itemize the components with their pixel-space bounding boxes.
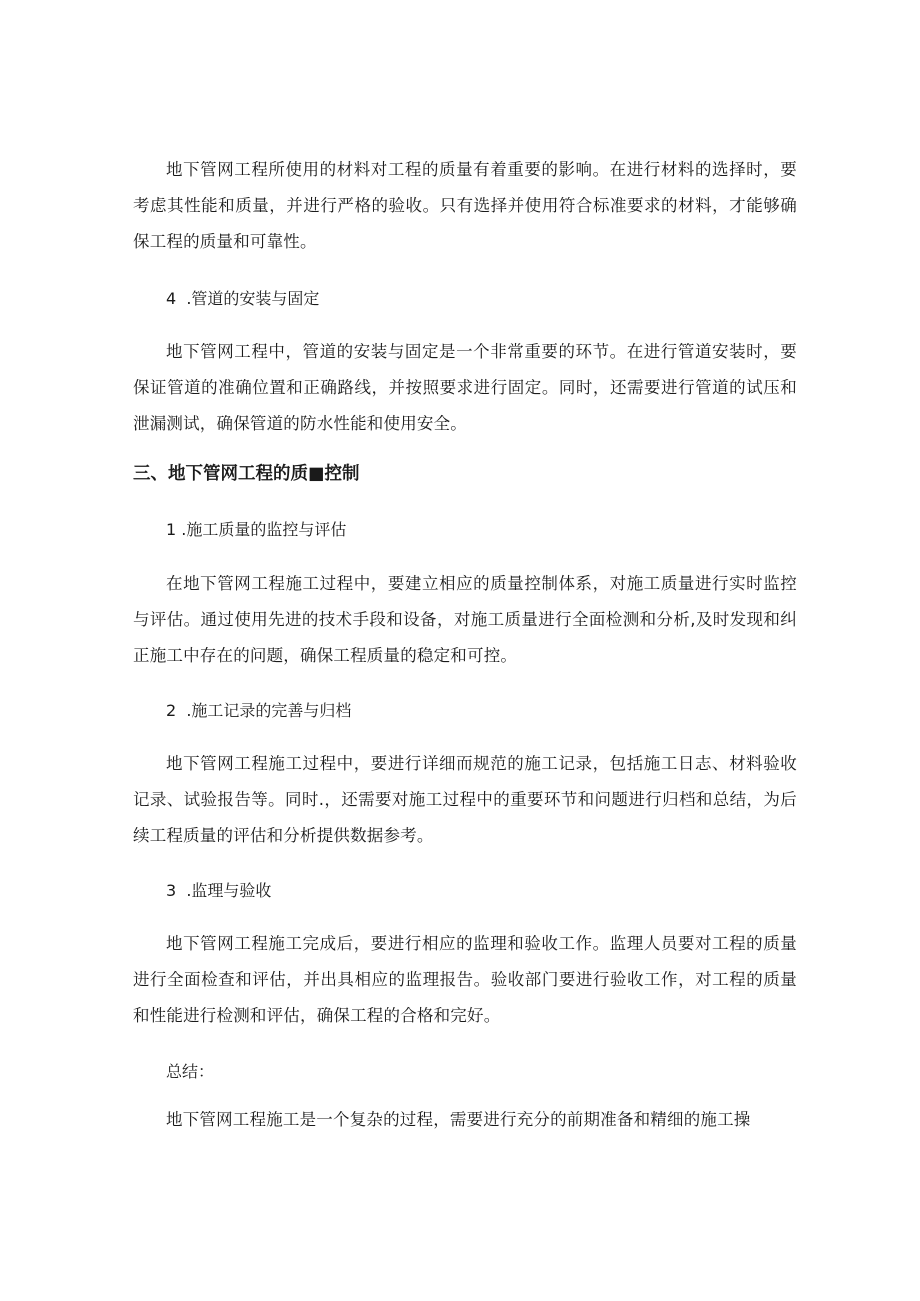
subheading-construction-records: 2 .施工记录的完善与归档 (166, 701, 352, 720)
subheading-pipe-installation: 4 .管道的安装与固定 (166, 289, 320, 308)
paragraph-materials: 地下管网工程所使用的材料对工程的质量有着重要的影响。在进行材料的选择时，要考虑其性能和质量，并进行严格的验收。只有选择并使用符合标准要求的材料，才能够确保工程的质量和可靠性。 (133, 160, 797, 251)
summary-label: 总结： (166, 1062, 215, 1081)
paragraph-construction-records: 地下管网工程施工过程中，要进行详细而规范的施工记录，包括施工日志、材料验收记录、试验报告等。同时.，还需要对施工过程中的重要环节和问题进行归档和总结，为后续工程质量的评估和分析提供数据参考。 (133, 754, 797, 845)
subheading-supervision-acceptance: 3 .监理与验收 (166, 881, 272, 900)
paragraph-pipe-installation: 地下管网工程中，管道的安装与固定是一个非常重要的环节。在进行管道安装时，要保证管道的准确位置和正确路线，并按照要求进行固定。同时，还需要进行管道的试压和泄漏测试，确保管道的防水性能和使用安全。 (133, 342, 797, 433)
paragraph-supervision-acceptance: 地下管网工程施工完成后，要进行相应的监理和验收工作。监理人员要对工程的质量进行全面检查和评估，并出具相应的监理报告。验收部门要进行验收工作，对工程的质量和性能进行检测和评估，确保工程的合格和完好。 (133, 934, 797, 1025)
paragraph-summary: 地下管网工程施工是一个复杂的过程，需要进行充分的前期准备和精细的施工操 (166, 1110, 751, 1129)
subheading-quality-monitoring: 1 .施工质量的监控与评估 (166, 520, 347, 539)
section-heading-quality-control: 三、地下管网工程的质■控制 (133, 464, 360, 484)
paragraph-quality-monitoring: 在地下管网工程施工过程中，要建立相应的质量控制体系，对施工质量进行实时监控与评估。通过使用先进的技术手段和设备，对施工质量进行全面检测和分析,及时发现和纠正施工中存在的问题，确保工程质量的稳定和可控。 (133, 574, 797, 665)
